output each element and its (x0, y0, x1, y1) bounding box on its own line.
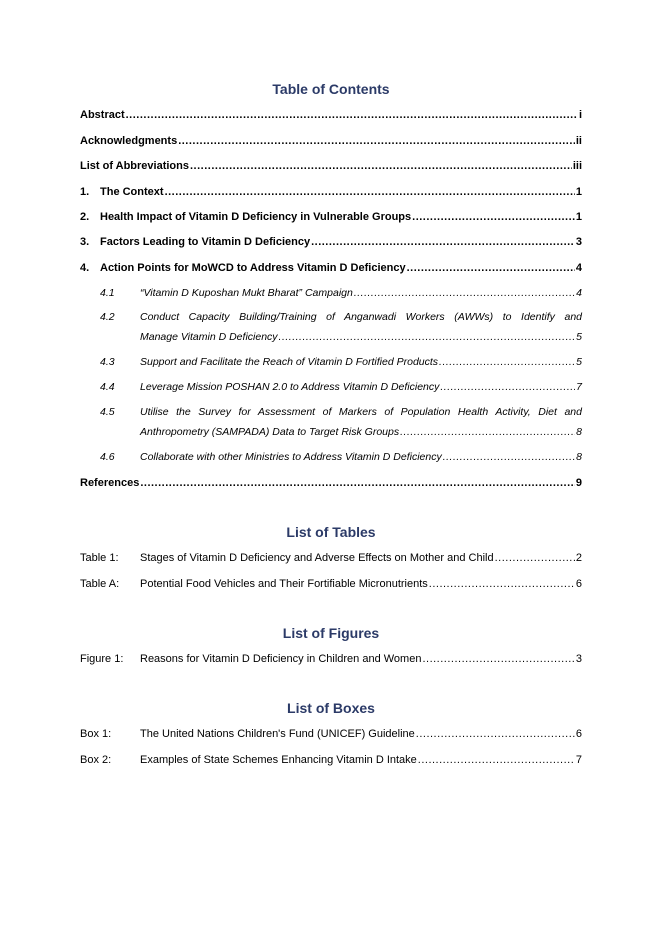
toc-subentry-4-5-number: 4.5 (100, 406, 115, 418)
list-of-figures-heading: List of Figures (282, 625, 380, 641)
toc-entry-acknowledgments[interactable]: Acknowledgments ..... ii (80, 134, 582, 148)
box-entry-1[interactable]: Box 1: The United Nations Children's Fund (UNICEF) Guideline ..... 6 (80, 727, 582, 741)
toc-subentry-4-4-number: 4.4 (100, 381, 115, 393)
toc-subentry-4-1-number: 4.1 (100, 287, 115, 299)
toc-entry-3[interactable]: 3. Factors Leading to Vitamin D Deficiency ..... 3 (80, 235, 582, 249)
table-entry-1[interactable]: Table 1: Stages of Vitamin D Deficiency and Adverse Effects on Mother and Child ..... 2 (80, 551, 582, 565)
box-entry-2[interactable]: Box 2: Examples of State Schemes Enhancing Vitamin D Intake ..... 7 (80, 753, 582, 767)
toc-subentry-4-2-line1[interactable]: Conduct Capacity Building/Training of Anganwadi Workers (AWWs) to Identify and (140, 311, 582, 323)
toc-subentry-4-2-number: 4.2 (100, 311, 115, 323)
toc-heading: Table of Contents (272, 81, 390, 97)
toc-subentry-4-5-line1[interactable]: Utilise the Survey for Assessment of Markers of Population Health Activity, Diet and (140, 406, 582, 418)
list-of-tables-heading: List of Tables (286, 524, 376, 540)
toc-entry-1[interactable]: 1. The Context ..... 1 (80, 185, 582, 199)
figure-entry-1[interactable]: Figure 1: Reasons for Vitamin D Deficiency in Children and Women ..... 3 (80, 652, 582, 666)
toc-entry-4[interactable]: 4. Action Points for MoWCD to Address Vitamin D Deficiency ..... 4 (80, 261, 582, 275)
toc-subentry-4-2-line2[interactable]: Manage Vitamin D Deficiency ..... 5 (140, 330, 582, 344)
table-entry-a[interactable]: Table A: Potential Food Vehicles and Their Fortifiable Micronutrients ..... 6 (80, 577, 582, 591)
toc-subentry-4-3-number: 4.3 (100, 356, 115, 368)
toc-subentry-4-6-number: 4.6 (100, 451, 115, 463)
toc-entry-2[interactable]: 2. Health Impact of Vitamin D Deficiency in Vulnerable Groups ..... 1 (80, 210, 582, 224)
toc-subentry-4-1[interactable]: “Vitamin D Kuposhan Mukt Bharat” Campaign ..... 4 (140, 286, 582, 300)
toc-subentry-4-4[interactable]: Leverage Mission POSHAN 2.0 to Address Vitamin D Deficiency ..... 7 (140, 380, 582, 394)
toc-subentry-4-6[interactable]: Collaborate with other Ministries to Address Vitamin D Deficiency ..... 8 (140, 450, 582, 464)
toc-entry-abstract[interactable]: Abstract ..... i (80, 108, 582, 122)
toc-entry-references[interactable]: References ..... 9 (80, 476, 582, 490)
toc-subentry-4-5-line2[interactable]: Anthropometry (SAMPADA) Data to Target Risk Groups ..... 8 (140, 425, 582, 439)
list-of-boxes-heading: List of Boxes (287, 700, 375, 716)
toc-subentry-4-3[interactable]: Support and Facilitate the Reach of Vitamin D Fortified Products ..... 5 (140, 355, 582, 369)
toc-entry-abbreviations[interactable]: List of Abbreviations ..... iii (80, 159, 582, 173)
